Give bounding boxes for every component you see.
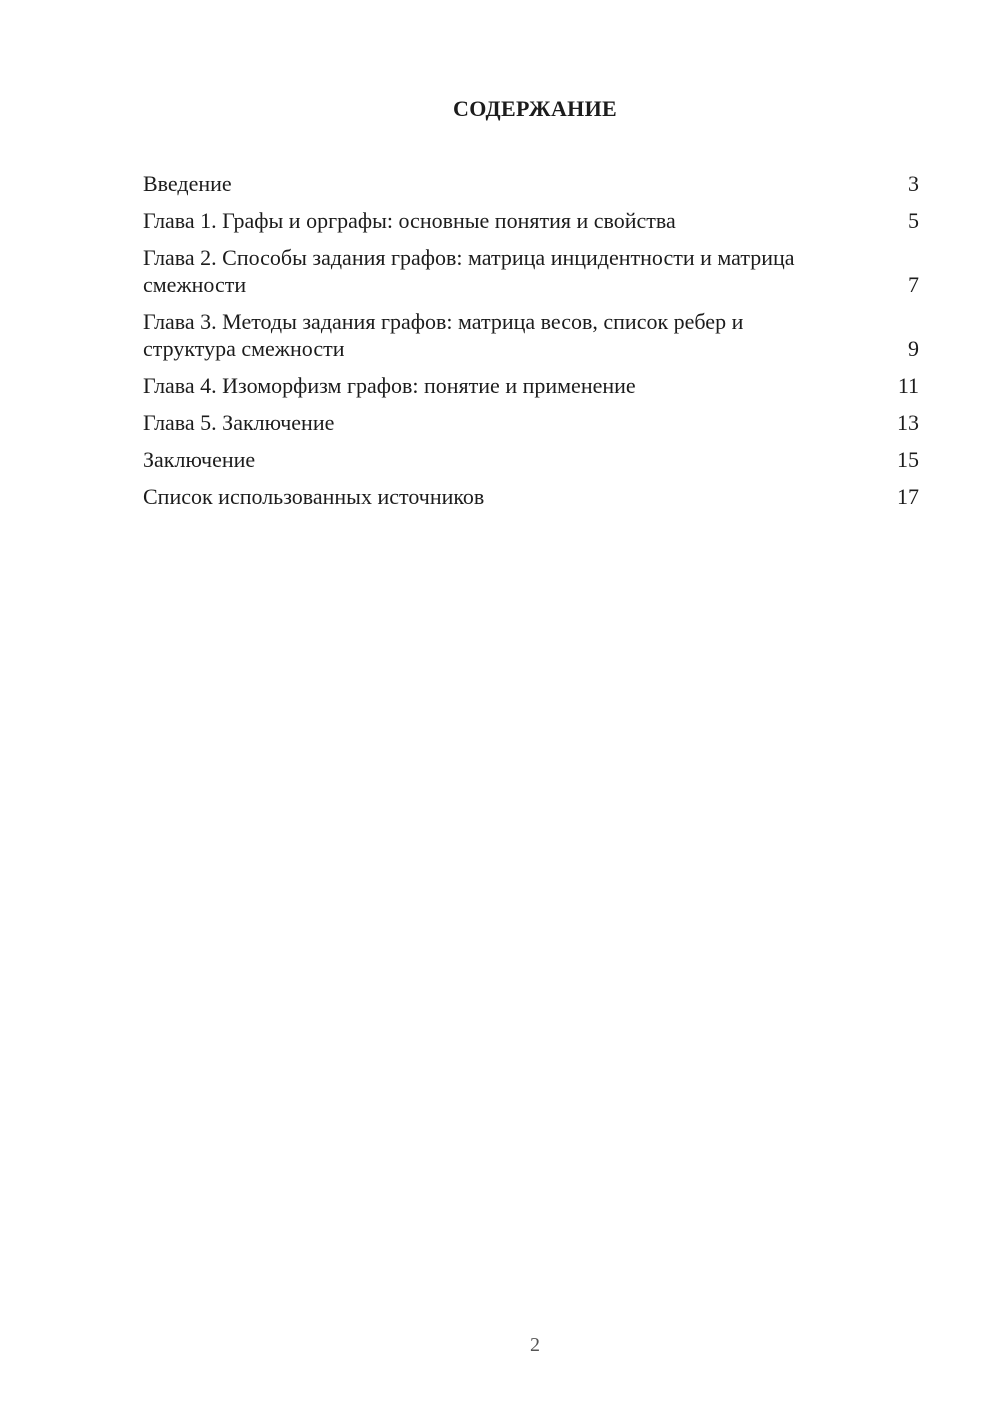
table-of-contents (143, 170, 919, 520)
toc-entry-page: 13 (897, 410, 919, 435)
toc-entry-text: Заключение (143, 447, 256, 472)
toc-entry (143, 170, 919, 197)
toc-entry-page: 3 (908, 171, 919, 196)
toc-entry (143, 446, 919, 473)
toc-entry (143, 244, 919, 298)
toc-entry-page: 11 (897, 373, 919, 398)
page-title: СОДЕРЖАНИЕ (453, 96, 617, 121)
toc-entry-text: Глава 5. Заключение (143, 410, 335, 435)
toc-entry (143, 308, 919, 362)
toc-entry-page: 15 (897, 447, 919, 472)
toc-entry-text: Глава 2. Способы задания графов: матрица инцидентности и матрица смежности (143, 245, 795, 297)
toc-entry (143, 483, 919, 510)
toc-entry (143, 409, 919, 436)
toc-entry-text: Глава 3. Методы задания графов: матрица весов, список ребер и структура смежности (143, 309, 744, 361)
toc-entry (143, 372, 919, 399)
toc-entry-page: 9 (908, 336, 919, 361)
toc-entry-text: Глава 4. Изоморфизм графов: понятие и применение (143, 373, 636, 398)
toc-entry-page: 7 (908, 272, 919, 297)
toc-entry-text: Глава 1. Графы и орграфы: основные понятия и свойства (143, 208, 676, 233)
toc-entry-text: Введение (143, 171, 232, 196)
toc-entry-text: Список использованных источников (143, 484, 485, 509)
page-number: 2 (530, 1334, 540, 1356)
toc-entry (143, 207, 919, 234)
toc-entry-page: 5 (908, 208, 919, 233)
toc-entry-page: 17 (897, 484, 919, 509)
